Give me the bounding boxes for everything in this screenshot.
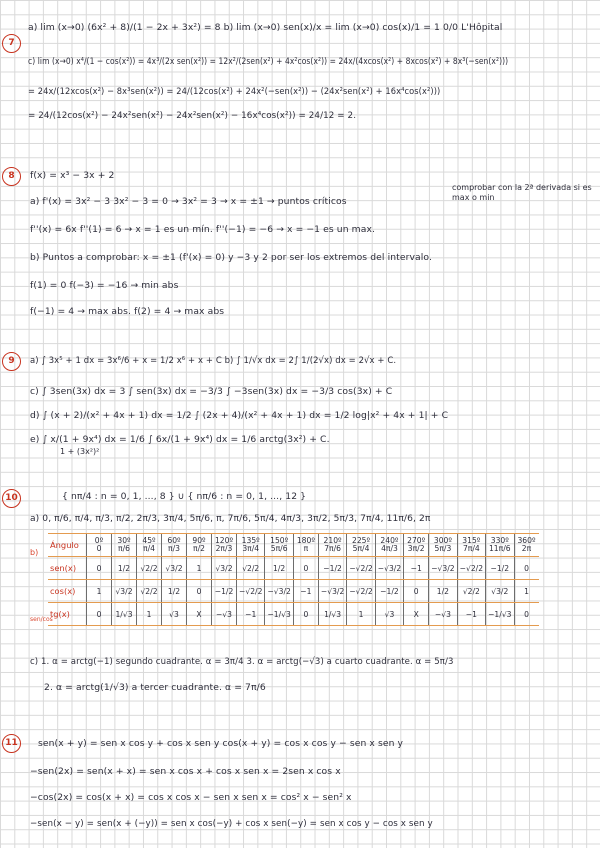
problem-number-9: 9 — [2, 352, 21, 371]
problem-7-line-3: = 24x/(12xcos(x²) − 8x³sen(x²)) = 24/(12cos(x²) + 24x²(−sen(x²)) − (24x²sen(x²) + 16x⁴cos(x²))) — [28, 86, 441, 97]
trig-row-label: tg(x) — [48, 603, 87, 626]
trig-angle-cell: 300º 5π/3 — [429, 534, 457, 557]
trig-row-label: Ángulo — [48, 534, 87, 557]
problem-11-line-3: −cos(2x) = cos(x + x) = cos x cos x − sen x sen x = cos² x − sen² x — [30, 792, 352, 803]
trig-value-cell: −1/2 — [486, 557, 514, 580]
trig-value-cell: √3 — [375, 603, 403, 626]
trig-value-cell: 0 — [187, 580, 212, 603]
problem-9-line-4: e) ∫ x/(1 + 9x⁴) dx = 1/6 ∫ 6x/(1 + 9x⁴) dx = 1/6 arctg(3x²) + C. — [30, 434, 330, 445]
trig-angle-cell: 270º 3π/2 — [404, 534, 429, 557]
trig-value-cell: −√3/2 — [318, 580, 346, 603]
trig-angle-cell: 210º 7π/6 — [318, 534, 346, 557]
trig-value-cell: √3/2 — [486, 580, 514, 603]
trig-value-cell: −1/2 — [375, 580, 403, 603]
problem-8-line-3: f''(x) = 6x f''(1) = 6 → x = 1 es un mín. f''(−1) = −6 → x = −1 es un max. — [30, 224, 376, 235]
problem-10-line-1: { nπ/4 : n = 0, 1, ..., 8 } ∪ { nπ/6 : n = 0, 1, ..., 12 } — [62, 491, 307, 502]
problem-number-8: 8 — [2, 167, 21, 186]
trig-value-cell: 0 — [404, 580, 429, 603]
trig-value-cell: 1 — [347, 603, 375, 626]
trig-value-cell: √3 — [162, 603, 187, 626]
trig-value-cell: X — [404, 603, 429, 626]
problem-8-margin-note: comprobar con la 2ª derivada si es max o min — [452, 183, 592, 202]
trig-value-cell: 1 — [87, 580, 112, 603]
problem-number-11: 11 — [2, 734, 21, 753]
trig-value-cell: −√2/2 — [347, 557, 375, 580]
problem-9-line-2: c) ∫ 3sen(3x) dx = 3 ∫ sen(3x) dx = −3/3 ∫ −3sen(3x) dx = −3/3 cos(3x) + C — [30, 386, 393, 397]
trig-value-cell: −1 — [237, 603, 265, 626]
trig-value-cell: 0 — [514, 557, 539, 580]
problem-9-sub-note: 1 + (3x²)² — [60, 447, 100, 456]
problem-7-line-4: = 24/(12cos(x²) − 24x²sen(x²) − 24x²sen(x²) − 16x⁴cos(x²)) = 24/12 = 2. — [28, 110, 357, 121]
trig-angle-cell: 330º 11π/6 — [486, 534, 514, 557]
trig-angle-cell: 150º 5π/6 — [265, 534, 293, 557]
trig-value-cell: 0 — [293, 557, 318, 580]
problem-10-tg-prefix: sen/cos — [30, 616, 53, 623]
problem-7-line-1: a) lim (x→0) (6x² + 8)/(1 − 2x + 3x²) = 8 b) lim (x→0) sen(x)/x = lim (x→0) cos(x)/1 = 1 0/0 L'Hôpital — [28, 22, 503, 33]
trig-value-cell: −√2/2 — [347, 580, 375, 603]
trig-value-cell: 1/√3 — [112, 603, 137, 626]
trig-value-cell: 1 — [187, 557, 212, 580]
trig-value-cell: √2/2 — [137, 557, 162, 580]
trig-value-cell: 1/2 — [429, 580, 457, 603]
trig-value-cell: −√3/2 — [375, 557, 403, 580]
trig-angle-cell: 135º 3π/4 — [237, 534, 265, 557]
trig-angle-cell: 45º π/4 — [137, 534, 162, 557]
trig-value-cell: −1 — [457, 603, 485, 626]
trig-value-cell: −√3 — [212, 603, 237, 626]
trig-row-label: sen(x) — [48, 557, 87, 580]
trig-value-cell: 1 — [137, 603, 162, 626]
trig-row-2 — [48, 580, 539, 603]
trig-value-cell: √2/2 — [237, 557, 265, 580]
trig-value-cell: −√3/2 — [265, 580, 293, 603]
problem-8-line-2: a) f'(x) = 3x² − 3 3x² − 3 = 0 → 3x² = 3 → x = ±1 → puntos críticos — [30, 196, 347, 207]
trig-value-cell: −1/√3 — [265, 603, 293, 626]
trig-value-cell: −√2/2 — [457, 557, 485, 580]
problem-9-line-3: d) ∫ (x + 2)/(x² + 4x + 1) dx = 1/2 ∫ (2x + 4)/(x² + 4x + 1) dx = 1/2 log|x² + 4x + 1| + C — [30, 410, 449, 421]
trig-angle-cell: 120º 2π/3 — [212, 534, 237, 557]
trig-angle-cell: 225º 5π/4 — [347, 534, 375, 557]
trig-value-cell: −√2/2 — [237, 580, 265, 603]
problem-8-line-6: f(−1) = 4 → max abs. f(2) = 4 → max abs — [30, 306, 225, 317]
problem-8-line-4: b) Puntos a comprobar: x = ±1 (f'(x) = 0) y −3 y 2 por ser los extremos del intervalo. — [30, 252, 432, 263]
trig-angle-cell: 315º 7π/4 — [457, 534, 485, 557]
trig-value-cell: −√3/2 — [429, 557, 457, 580]
trig-row-1 — [48, 557, 539, 580]
trig-value-cell: −1/√3 — [486, 603, 514, 626]
trig-value-cell: √3/2 — [212, 557, 237, 580]
problem-8-line-1: f(x) = x³ − 3x + 2 — [30, 170, 115, 181]
trig-value-cell: √3/2 — [162, 557, 187, 580]
trig-value-cell: √2/2 — [137, 580, 162, 603]
trig-value-cell: √2/2 — [457, 580, 485, 603]
trig-angle-cell: 360º 2π — [514, 534, 539, 557]
problem-11-line-4: −sen(x − y) = sen(x + (−y)) = sen x cos(−y) + cos x sen(−y) = sen x cos y − cos x sen y — [30, 818, 433, 829]
problem-11-line-2: −sen(2x) = sen(x + x) = sen x cos x + cos x sen x = 2sen x cos x — [30, 766, 341, 777]
problem-9-line-1: a) ∫ 3x⁵ + 1 dx = 3x⁶/6 + x = 1/2 x⁶ + x + C b) ∫ 1/√x dx = 2∫ 1/(2√x) dx = 2√x + C. — [30, 355, 397, 366]
problem-10-line-2: a) 0, π/6, π/4, π/3, π/2, 2π/3, 3π/4, 5π/6, π, 7π/6, 5π/4, 4π/3, 3π/2, 5π/3, 7π/4, 11π/6, 2π — [30, 513, 431, 524]
trig-value-cell: 1/2 — [112, 557, 137, 580]
problem-10-after-2: 2. α = arctg(1/√3) a tercer cuadrante. α = 7π/6 — [44, 682, 266, 693]
trig-value-cell: 1/2 — [265, 557, 293, 580]
trig-angle-cell: 30º π/6 — [112, 534, 137, 557]
trig-row-3 — [48, 603, 539, 626]
trig-angle-cell: 0º 0 — [87, 534, 112, 557]
trig-angle-cell: 90º π/2 — [187, 534, 212, 557]
trig-value-cell: −1/2 — [318, 557, 346, 580]
trig-table — [48, 533, 539, 626]
trig-angle-cell: 240º 4π/3 — [375, 534, 403, 557]
problem-11-line-1: sen(x + y) = sen x cos y + cos x sen y cos(x + y) = cos x cos y − sen x sen y — [38, 738, 404, 749]
trig-value-cell: 0 — [293, 603, 318, 626]
trig-value-cell: −1 — [404, 557, 429, 580]
problem-number-10: 10 — [2, 489, 21, 508]
trig-value-cell: 1/2 — [162, 580, 187, 603]
problem-number-7: 7 — [2, 34, 21, 53]
trig-angle-cell: 60º π/3 — [162, 534, 187, 557]
trig-angle-cell: 180º π — [293, 534, 318, 557]
trig-value-cell: 0 — [87, 557, 112, 580]
trig-value-cell: 1 — [514, 580, 539, 603]
trig-value-cell: 0 — [514, 603, 539, 626]
problem-8-line-5: f(1) = 0 f(−3) = −16 → min abs — [30, 280, 179, 291]
trig-row-label: cos(x) — [48, 580, 87, 603]
trig-value-cell: −1/2 — [212, 580, 237, 603]
trig-value-cell: 1/√3 — [318, 603, 346, 626]
trig-value-cell: X — [187, 603, 212, 626]
trig-value-cell: 0 — [87, 603, 112, 626]
trig-value-cell: √3/2 — [112, 580, 137, 603]
problem-10-table-label: b) — [30, 548, 39, 557]
problem-10-after-1: c) 1. α = arctg(−1) segundo cuadrante. α = 3π/4 3. α = arctg(−√3) a cuarto cuadrante. α = 5π/3 — [30, 656, 454, 667]
trig-value-cell: −√3 — [429, 603, 457, 626]
trig-value-cell: −1 — [293, 580, 318, 603]
trig-row-0 — [48, 534, 539, 557]
problem-7-line-2: c) lim (x→0) x⁴/(1 − cos(x²)) = 4x³/(2x sen(x²)) = 12x²/(2sen(x²) + 4x²cos(x²)) = 24x/(4xcos(x²) + 8xcos(x²) + 8x³(−sen(x²))) — [28, 56, 509, 67]
